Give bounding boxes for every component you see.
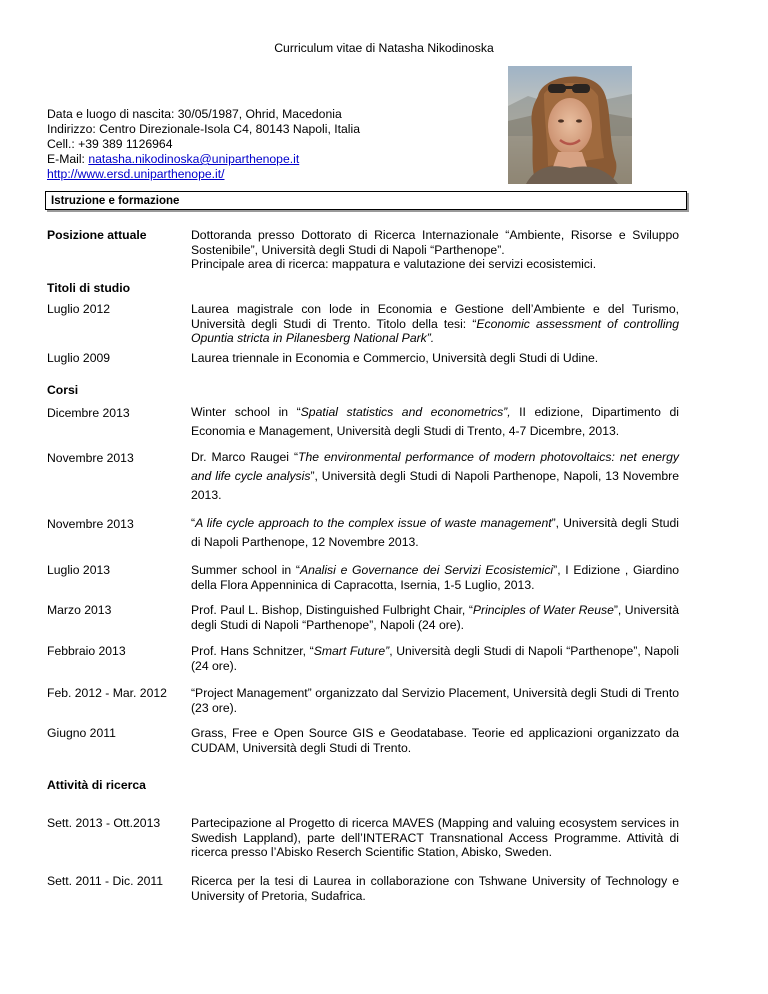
page-title: Curriculum vitae di Natasha Nikodinoska bbox=[274, 41, 494, 55]
birth-info: Data e luogo di nascita: 30/05/1987, Ohrid, Macedonia bbox=[47, 107, 342, 121]
degree-date: Luglio 2009 bbox=[47, 351, 111, 365]
website-link[interactable]: http://www.ersd.uniparthenope.it/ bbox=[47, 167, 225, 181]
degree-text: Laurea triennale in Economia e Commercio, Università degli Studi di Udine. bbox=[191, 351, 599, 365]
course-date: Febbraio 2013 bbox=[47, 644, 126, 658]
course-text: Winter school in “Spatial statistics and econometrics”, II edizione, Dipartimento di Economia e Management, Università degli Studi di Trento, 4-7 Dicembre, 2013. bbox=[191, 405, 679, 438]
current-position-line1: Dottoranda presso Dottorato di Ricerca Internazionale “Ambiente, Risorse e Sviluppo Sostenibile”, Università degli Studi di Napoli “Parthenope”. bbox=[191, 228, 679, 257]
course-date: Marzo 2013 bbox=[47, 603, 112, 617]
research-text: Ricerca per la tesi di Laurea in collaborazione con Tshwane University of Technology e University of Pretoria, Sudafrica. bbox=[191, 874, 679, 903]
research-date: Sett. 2013 - Ott.2013 bbox=[47, 816, 161, 830]
profile-photo bbox=[508, 66, 632, 184]
personal-info bbox=[47, 107, 360, 182]
course-date: Feb. 2012 - Mar. 2012 bbox=[47, 686, 167, 700]
course-date: Novembre 2013 bbox=[47, 451, 134, 465]
course-text: Prof. Hans Schnitzer, “Smart Future”, Università degli Studi di Napoli “Parthenope”, Napoli (24 ore). bbox=[191, 644, 679, 673]
degree-date: Luglio 2012 bbox=[47, 302, 111, 316]
section-header-education: Istruzione e formazione bbox=[45, 191, 687, 210]
course-date: Novembre 2013 bbox=[47, 517, 134, 531]
research-date: Sett. 2011 - Dic. 2011 bbox=[47, 874, 164, 888]
course-text: Summer school in “Analisi e Governance dei Servizi Ecosistemici”, I Edizione , Giardino della Flora Appenninica di Capracotta, Isernia, 1-5 Luglio, 2013. bbox=[191, 563, 680, 592]
email-line bbox=[47, 152, 360, 167]
degree-text: Laurea magistrale con lode in Economia e Gestione dell’Ambiente e del Turismo, Università degli Studi di Trento. Titolo della tesi: “Economic assessment of controlling Opuntia stricta in Pilanesberg National Park”. bbox=[191, 302, 680, 345]
email-link[interactable]: natasha.nikodinoska@uniparthenope.it bbox=[88, 152, 300, 166]
course-date: Dicembre 2013 bbox=[47, 406, 130, 420]
research-text: Partecipazione al Progetto di ricerca MAVES (Mapping and valuing ecosystem services in Swedish Lappland), parte dell’INTERACT Transnational Access Programme. Attività di ricerca presso l’Abisko Reserch Scientific Station, Abisko, Sweden. bbox=[191, 816, 679, 859]
research-heading: Attività di ricerca bbox=[47, 778, 146, 792]
course-text: Prof. Paul L. Bishop, Distinguished Fulbright Chair, “Principles of Water Reuse”, Università degli Studi di Napoli “Parthenope”, Napoli (24 ore). bbox=[191, 603, 679, 632]
degrees-heading: Titoli di studio bbox=[47, 281, 131, 295]
current-position-line2: Principale area di ricerca: mappatura e valutazione dei servizi ecosistemici. bbox=[191, 257, 597, 271]
phone-info: Cell.: +39 389 1126964 bbox=[47, 137, 173, 151]
courses-heading: Corsi bbox=[47, 383, 79, 397]
address-info: Indirizzo: Centro Direzionale-Isola C4, 80143 Napoli, Italia bbox=[47, 122, 360, 136]
current-position-text bbox=[191, 228, 679, 272]
course-text: Dr. Marco Raugei “The environmental performance of modern photovoltaics: net energy and life cycle analysis”, Università degli Studi di Napoli Parthenope, Napoli, 13 Novembre 2013. bbox=[191, 450, 679, 502]
course-date: Luglio 2013 bbox=[47, 563, 111, 577]
course-text: “Project Management” organizzato dal Servizio Placement, Università degli Studi di Trento (23 ore). bbox=[191, 686, 679, 715]
email-label: E-Mail: bbox=[47, 152, 89, 166]
course-text: “A life cycle approach to the complex issue of waste management”, Università degli Studi di Napoli Parthenope, 12 Novembre 2013. bbox=[191, 516, 679, 549]
course-date: Giugno 2011 bbox=[47, 726, 116, 740]
course-text: Grass, Free e Open Source GIS e Geodatabase. Teorie ed applicazioni organizzato da CUDAM, Università degli Studi di Trento. bbox=[191, 726, 679, 755]
current-position-label: Posizione attuale bbox=[47, 228, 147, 242]
